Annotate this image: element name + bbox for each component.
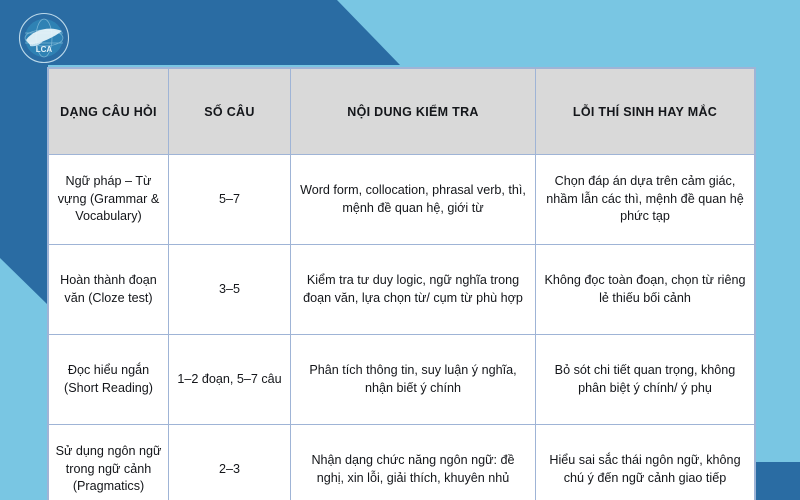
exam-structure-table xyxy=(48,68,755,500)
cell-test-content: Nhận dạng chức năng ngôn ngữ: đề nghị, xin lỗi, giải thích, khuyên nhủ xyxy=(291,425,536,500)
column-header-common-mistake: LỖI THÍ SINH HAY MẮC xyxy=(536,69,755,155)
exam-structure-table-wrapper xyxy=(48,68,754,500)
table-row xyxy=(49,155,755,245)
cell-common-mistake: Hiểu sai sắc thái ngôn ngữ, không chú ý đến ngữ cảnh giao tiếp xyxy=(536,425,755,500)
cell-common-mistake: Chọn đáp án dựa trên cảm giác, nhầm lẫn các thì, mệnh đề quan hệ phức tạp xyxy=(536,155,755,245)
table-row xyxy=(49,335,755,425)
table-body xyxy=(49,155,755,500)
cell-question-type: Hoàn thành đoạn văn (Cloze test) xyxy=(49,245,169,335)
table-row xyxy=(49,425,755,500)
cell-test-content: Kiểm tra tư duy logic, ngữ nghĩa trong đoạn văn, lựa chọn từ/ cụm từ phù hợp xyxy=(291,245,536,335)
table-row xyxy=(49,245,755,335)
column-header-question-count: SỐ CÂU xyxy=(169,69,291,155)
cell-test-content: Phân tích thông tin, suy luận ý nghĩa, nhận biết ý chính xyxy=(291,335,536,425)
column-header-question-type: DẠNG CÂU HỎI xyxy=(49,69,169,155)
cell-question-count: 5–7 xyxy=(169,155,291,245)
cell-common-mistake: Không đọc toàn đoạn, chọn từ riêng lẻ thiếu bối cảnh xyxy=(536,245,755,335)
table-header-row xyxy=(49,69,755,155)
whale-circle-logo xyxy=(18,12,70,64)
cell-question-count: 3–5 xyxy=(169,245,291,335)
column-header-test-content: NỘI DUNG KIỂM TRA xyxy=(291,69,536,155)
table-header xyxy=(49,69,755,155)
cell-common-mistake: Bỏ sót chi tiết quan trọng, không phân biệt ý chính/ ý phụ xyxy=(536,335,755,425)
cell-question-type: Ngữ pháp – Từ vựng (Grammar & Vocabulary) xyxy=(49,155,169,245)
logo-wordmark: LCA xyxy=(35,45,53,54)
cell-question-type: Đọc hiểu ngắn (Short Reading) xyxy=(49,335,169,425)
cell-question-count: 1–2 đoạn, 5–7 câu xyxy=(169,335,291,425)
cell-question-type: Sử dụng ngôn ngữ trong ngữ cảnh (Pragmatics) xyxy=(49,425,169,500)
cell-test-content: Word form, collocation, phrasal verb, thì, mệnh đề quan hệ, giới từ xyxy=(291,155,536,245)
cell-question-count: 2–3 xyxy=(169,425,291,500)
